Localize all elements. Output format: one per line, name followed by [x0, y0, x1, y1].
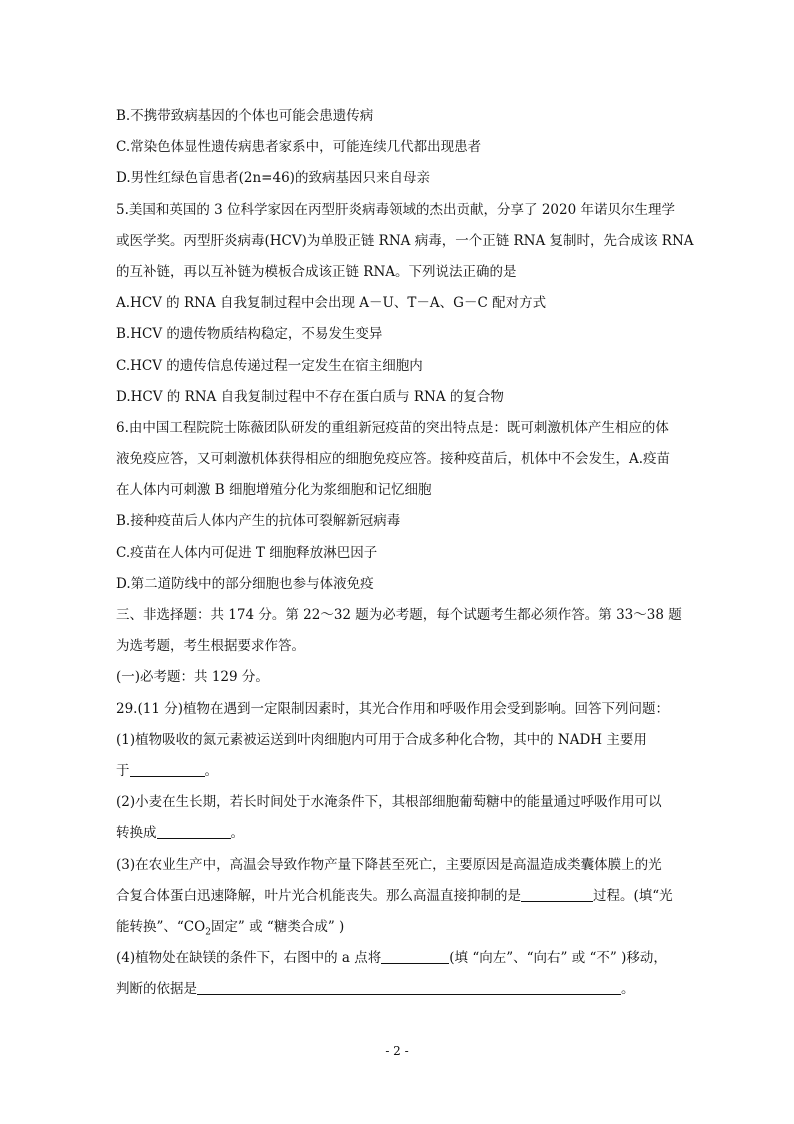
answer-blank-2[interactable]: [157, 822, 231, 839]
q29-part4-reason-label: 判断的依据是: [116, 981, 197, 998]
period: 。: [204, 762, 218, 779]
q5-stem-line-1: 5.美国和英国的 3 位科学家因在丙型肝炎病毒领域的杰出贡献，分享了 2020 年诺贝尔生理学: [116, 201, 675, 218]
page-number: - 2 -: [385, 1044, 409, 1058]
answer-blank-1[interactable]: [130, 760, 205, 777]
q5-option-c: C.HCV 的遗传信息传递过程一定发生在宿主细胞内: [116, 357, 423, 374]
q29-part4-fill-hint: (填 “向左”、“向右” 或 “不” )移动，: [449, 950, 667, 967]
q6-option-d: D.第二道防线中的部分细胞也参与体液免疫: [116, 575, 374, 592]
period: 。: [230, 825, 244, 842]
q29-part4-line-1: [116, 943, 696, 974]
q6-stem-line-2: 液免疫应答，又可刺激机体获得相应的细胞免疫应答。接种疫苗后，机体中不会发生，A.疫苗: [116, 451, 671, 468]
q5-option-a: A.HCV 的 RNA 自我复制过程中会出现 A－U、T－A、G－C 配对方式: [116, 295, 547, 312]
q4-option-b: B.不携带致病基因的个体也可能会患遗传病: [116, 108, 374, 124]
q5-stem-line-2: 或医学奖。丙型肝炎病毒(HCV)为单股正链 RNA 病毒，一个正链 RNA 复制时，先合成该 RNA: [116, 232, 694, 249]
q29-part3-line-1: (3)在农业生产中，高温会导致作物产量下降甚至死亡，主要原因是高温造成类囊体膜上的光: [116, 856, 662, 873]
subscript-2: 2: [205, 927, 211, 938]
q29-part3-fill-hint: 过程。(填“光: [593, 887, 673, 904]
q29-part4-line-2: [116, 974, 696, 1005]
q29-part3-line-2: [116, 881, 696, 912]
q29-part3-options-a: 能转换”、“CO: [116, 918, 206, 935]
q29-part3-options-b: 固定” 或 “糖类合成” ): [210, 918, 345, 935]
q6-option-a-cont: 在人体内可刺激 B 细胞增殖分化为浆细胞和记忆细胞: [116, 482, 432, 499]
q29-part2-line-1: (2)小麦在生长期，若长时间处于水淹条件下，其根部细胞葡萄糖中的能量通过呼吸作用可以: [116, 794, 662, 811]
answer-blank-3[interactable]: [521, 885, 593, 902]
page-content: [116, 101, 696, 1005]
q6-option-c: C.疫苗在人体内可促进 T 细胞释放淋巴因子: [116, 544, 378, 561]
q4-option-c: C.常染色体显性遗传病患者家系中，可能连续几代都出现患者: [116, 139, 482, 156]
q4-option-d: D.男性红绿色盲患者(2n=46)的致病基因只来自母亲: [116, 170, 430, 187]
q29-part3-text: 合复合体蛋白迅速降解，叶片光合机能丧失。那么高温直接抑制的是: [116, 887, 521, 904]
q6-option-b: B.接种疫苗后人体内产生的抗体可裂解新冠病毒: [116, 513, 401, 530]
q6-stem-line-1: 6.由中国工程院院士陈薇团队研发的重组新冠疫苗的突出特点是：既可刺激机体产生相应的体: [116, 419, 669, 436]
q29-part1-line-1: (1)植物吸收的氮元素被运送到叶肉细胞内可用于合成多种化合物，其中的 NADH 主要用: [116, 731, 647, 748]
q29-stem: 29.(11 分)植物在遇到一定限制因素时，其光合作用和呼吸作用会受到影响。回答下列问题：: [116, 700, 669, 717]
answer-blank-5[interactable]: [197, 978, 621, 995]
required-questions-heading: (一)必考题：共 129 分。: [116, 669, 269, 686]
q5-stem-line-3: 的互补链，再以互补链为模板合成该正链 RNA。下列说法正确的是: [116, 263, 517, 280]
q5-option-d: D.HCV 的 RNA 自我复制过程中不存在蛋白质与 RNA 的复合物: [116, 388, 504, 405]
q29-part4-text: (4)植物处在缺镁的条件下，右图中的 a 点将: [116, 950, 382, 967]
q5-option-b: B.HCV 的遗传物质结构稳定，不易发生变异: [116, 326, 383, 343]
section-three-heading-line-1: 三、非选择题：共 174 分。第 22～32 题为必考题，每个试题考生都必须作答。第 33～38 题: [116, 607, 682, 623]
period: 。: [621, 981, 635, 998]
answer-blank-4[interactable]: [381, 947, 449, 964]
q29-part3-line-3: [116, 912, 696, 943]
q29-part1-line-2: [116, 756, 696, 787]
q29-part1-text: 于: [116, 762, 130, 779]
q29-part2-text: 转换成: [116, 825, 157, 842]
section-three-heading-line-2: 为选考题，考生根据要求作答。: [116, 638, 305, 655]
q29-part2-line-2: [116, 818, 696, 849]
